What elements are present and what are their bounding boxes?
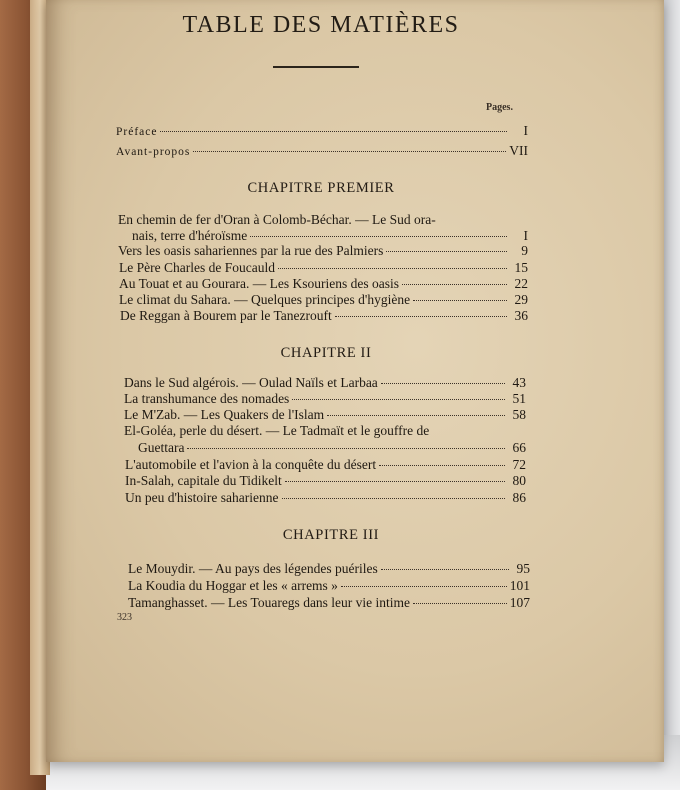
entry-title: Préface	[116, 126, 158, 138]
book-page	[46, 0, 664, 762]
title-rule	[273, 66, 359, 68]
entry-title: Le M'Zab. — Les Quakers de l'Islam	[124, 407, 325, 422]
toc-entry-avant-propos	[116, 143, 528, 160]
entry-title: Le Mouydir. — Au pays des légendes puériles	[128, 561, 378, 576]
entry-title: La transhumance des nomades	[124, 391, 290, 406]
dot-leader	[250, 236, 507, 237]
toc-entry-preface	[116, 123, 528, 140]
chapter-heading: CHAPITRE II	[280, 345, 372, 361]
dot-leader	[335, 316, 507, 317]
entry-title: Le climat du Sahara. — Quelques principes d'hygiène	[119, 292, 411, 307]
entry-page: 15	[514, 260, 528, 275]
toc-entry	[128, 595, 530, 611]
entry-page: I	[523, 123, 528, 138]
dot-leader	[402, 284, 507, 285]
entry-title: nais, terre d'héroïsme	[132, 228, 248, 243]
dot-leader	[193, 151, 506, 152]
entry-page: 72	[512, 457, 526, 472]
entry-page: 51	[512, 391, 526, 406]
entry-title: Guettara	[138, 440, 185, 455]
dot-leader	[381, 569, 509, 570]
dot-leader	[187, 448, 505, 449]
dot-leader	[285, 481, 505, 482]
toc-entry	[124, 407, 526, 423]
page-title: TABLE DES MATIÈRES	[182, 12, 460, 38]
entry-title: Au Touat et au Gourara. — Les Ksouriens des oasis	[119, 276, 399, 291]
toc-entry	[125, 473, 526, 489]
dot-leader	[386, 251, 507, 252]
toc-entry	[125, 490, 526, 506]
dot-leader	[413, 300, 507, 301]
entry-page: VII	[509, 143, 528, 158]
entry-title: Vers les oasis sahariennes par la rue des Palmiers	[118, 243, 384, 258]
dot-leader	[413, 603, 507, 604]
dot-leader	[282, 498, 505, 499]
toc-entry	[125, 457, 526, 473]
entry-title: Tamanghasset. — Les Touaregs dans leur vie intime	[128, 595, 411, 610]
entry-title: Un peu d'histoire saharienne	[125, 490, 279, 505]
entry-page: 58	[512, 407, 526, 422]
toc-entry	[120, 308, 528, 324]
entry-title: L'automobile et l'avion à la conquête du désert	[125, 457, 377, 472]
entry-title: De Reggan à Bourem par le Tanezrouft	[120, 308, 332, 323]
entry-title: Avant-propos	[116, 146, 191, 158]
entry-page: 107	[509, 595, 530, 610]
dot-leader	[327, 415, 505, 416]
entry-title: Le Père Charles de Foucauld	[119, 260, 275, 275]
toc-entry	[138, 440, 526, 456]
dot-leader	[381, 383, 505, 384]
toc-entry	[124, 391, 526, 407]
entry-page: 22	[514, 276, 528, 291]
chapter-heading: CHAPITRE III	[282, 527, 380, 543]
entry-page: 95	[516, 561, 530, 576]
toc-entry	[119, 276, 528, 292]
entry-page: 9	[521, 243, 528, 258]
dot-leader	[379, 465, 505, 466]
dot-leader	[160, 131, 507, 132]
entry-page: 86	[512, 490, 526, 505]
entry-page: 66	[512, 440, 526, 455]
entry-first-line: En chemin de fer d'Oran à Colomb-Béchar. — Le Sud ora-	[118, 212, 436, 227]
toc-entry	[132, 228, 528, 244]
toc-entry	[128, 578, 530, 594]
toc-entry	[124, 375, 526, 391]
entry-page: 101	[509, 578, 530, 593]
dot-leader	[341, 586, 507, 587]
entry-title: La Koudia du Hoggar et les « arrems »	[128, 578, 338, 593]
chapter-heading: CHAPITRE PREMIER	[247, 180, 395, 196]
toc-entry	[119, 292, 528, 308]
entry-page: I	[523, 228, 528, 243]
toc-entry	[119, 260, 528, 276]
toc-entry	[128, 561, 530, 577]
toc-entry	[118, 243, 528, 259]
page-number: 323	[117, 612, 132, 623]
pages-column-label: Pages.	[486, 102, 513, 113]
entry-page: 29	[514, 292, 528, 307]
entry-title: In-Salah, capitale du Tidikelt	[125, 473, 282, 488]
dot-leader	[292, 399, 505, 400]
entry-first-line: El-Goléa, perle du désert. — Le Tadmaït et le gouffre de	[124, 423, 430, 438]
entry-page: 43	[512, 375, 526, 390]
entry-page: 80	[512, 473, 526, 488]
entry-page: 36	[514, 308, 528, 323]
dot-leader	[278, 268, 507, 269]
entry-title: Dans le Sud algérois. — Oulad Naïls et Larbaa	[124, 375, 378, 390]
